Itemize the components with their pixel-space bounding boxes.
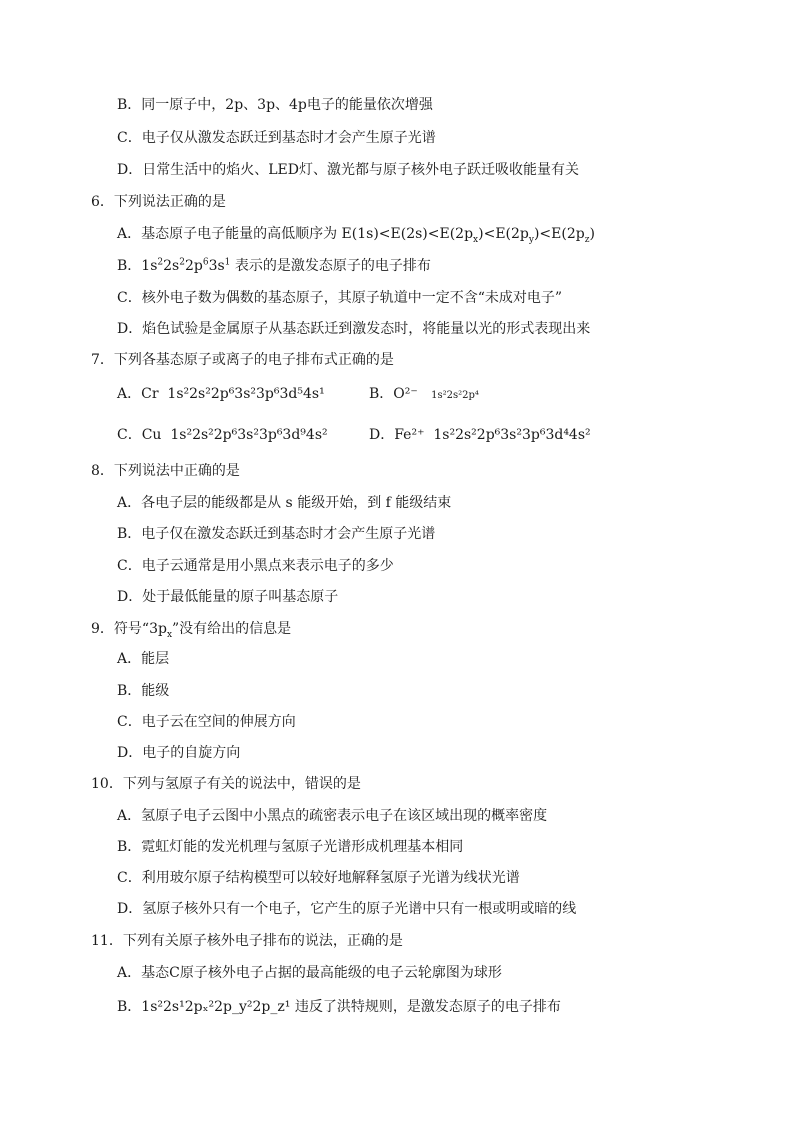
q6-option-a: A．基态原子电子能量的高低顺序为 $E(1s)<E(2s)<E(2p_x)<E(2p_y)<E(2p_z)$ (117, 226, 595, 245)
q7-option-c: C．Cu 1s²2s²2p⁶3s²3p⁶3d⁹4s² (117, 427, 328, 443)
q8-option-d: D．处于最低能量的原子叫基态原子 (117, 589, 339, 605)
question-11: 11．下列有关原子核外电子排布的说法，正确的是 (91, 933, 403, 949)
q7-option-b: B．O²⁻ 1s²2s²2p⁴ (369, 386, 479, 402)
q10-option-d: D．氢原子核外只有一个电子，它产生的原子光谱中只有一根或明或暗的线 (117, 901, 577, 917)
q9-option-d: D．电子的自旋方向 (117, 745, 241, 761)
q5-option-d: D．日常生活中的焰火、LED灯、激光都与原子核外电子跃迁吸收能量有关 (117, 162, 579, 178)
q6-option-b: B．$1s^22s^22p^63s^1$ 表示的是激发态原子的电子排布 (117, 257, 431, 274)
q11-option-a: A．基态C原子核外电子占据的最高能级的电子云轮廓图为球形 (117, 965, 502, 981)
q10-option-c: C．利用玻尔原子结构模型可以较好地解释氢原子光谱为线状光谱 (117, 870, 520, 886)
q8-option-c: C．电子云通常是用小黑点来表示电子的多少 (117, 558, 394, 574)
q5-option-c: C．电子仅从激发态跃迁到基态时才会产生原子光谱 (117, 130, 436, 146)
q9-option-b: B．能级 (117, 683, 170, 699)
q7-option-a: A．Cr 1s²2s²2p⁶3s²3p⁶3d⁵4s¹ (117, 386, 325, 402)
q9-option-c: C．电子云在空间的伸展方向 (117, 714, 296, 730)
q6-option-d: D．焰色试验是金属原子从基态跃迁到激发态时，将能量以光的形式表现出来 (117, 321, 591, 337)
q10-option-b: B．霓虹灯能的发光机理与氢原子光谱形成机理基本相同 (117, 839, 464, 855)
q9-option-a: A．能层 (117, 651, 170, 667)
question-8: 8．下列说法中正确的是 (91, 463, 240, 479)
q10-option-a: A．氢原子电子云图中小黑点的疏密表示电子在该区域出现的概率密度 (117, 808, 548, 824)
question-10: 10．下列与氢原子有关的说法中，错误的是 (91, 776, 361, 792)
question-9: 9．符号“$3p_x$”没有给出的信息是 (91, 621, 292, 640)
q8-option-a: A．各电子层的能级都是从 s 能级开始，到 f 能级结束 (117, 495, 452, 511)
question-7: 7．下列各基态原子或离子的电子排布式正确的是 (91, 352, 394, 368)
q8-option-b: B．电子仅在激发态跃迁到基态时才会产生原子光谱 (117, 526, 436, 542)
q7-option-d: D．Fe²⁺ 1s²2s²2p⁶3s²3p⁶3d⁴4s² (369, 427, 591, 443)
q6-option-c: C．核外电子数为偶数的基态原子，其原子轨道中一定不含“未成对电子” (117, 290, 563, 306)
q11-option-b: B．1s²2s¹2pₓ²2p_y²2p_z¹ 违反了洪特规则，是激发态原子的电子排布 (117, 999, 561, 1015)
q5-option-b: B．同一原子中，2p、3p、4p电子的能量依次增强 (117, 97, 433, 113)
question-6: 6．下列说法正确的是 (91, 194, 226, 210)
